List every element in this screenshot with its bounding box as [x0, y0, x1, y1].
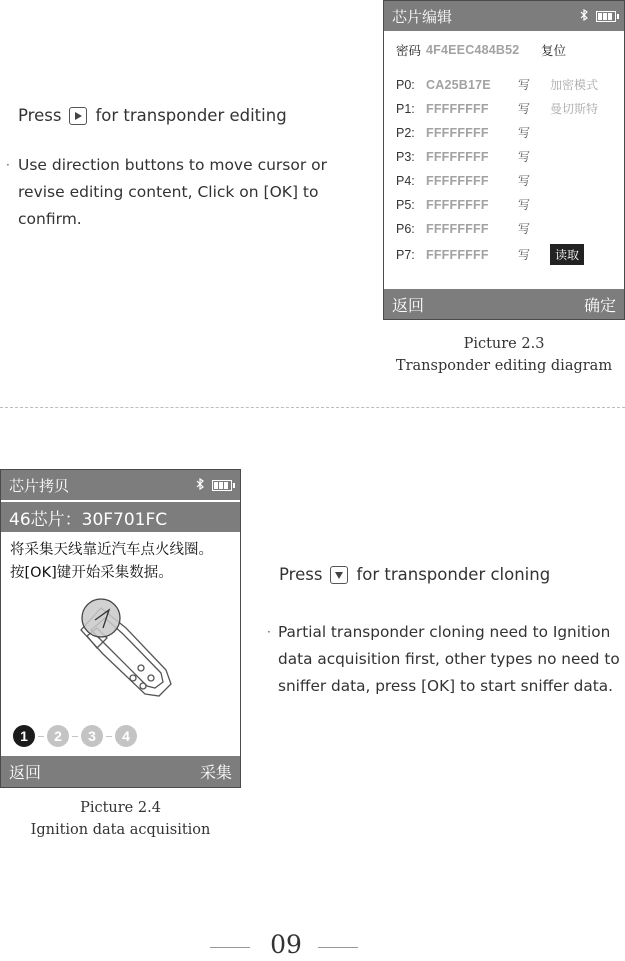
caption-title: Picture 2.4	[80, 800, 161, 816]
caption-picture-2-3	[383, 336, 625, 374]
collect-button[interactable]: 采集	[199, 763, 232, 782]
page-row	[396, 148, 550, 165]
bluetooth-icon	[580, 7, 588, 25]
instruction-line: 将采集天线靠近汽车点火线圈。	[10, 542, 213, 558]
page-row	[396, 244, 584, 265]
screen-title: 芯片拷贝	[9, 476, 70, 495]
page-number-rule-right	[318, 947, 358, 948]
press-instruction-edit	[18, 106, 287, 125]
page-value[interactable]: FFFFFFFF	[426, 149, 489, 164]
screen-title-bar	[1, 470, 240, 500]
password-value[interactable]: 4F4EEC484B52	[426, 43, 520, 57]
step-3: 3	[81, 725, 103, 747]
caption-picture-2-4	[0, 800, 241, 838]
page-label: P6:	[396, 221, 415, 236]
page-row	[396, 172, 550, 189]
back-button[interactable]: 返回	[392, 295, 425, 315]
screen-bottom-bar	[384, 289, 624, 319]
caption-title: Picture 2.3	[463, 336, 545, 352]
status-icons	[580, 7, 616, 25]
page-label: P7:	[396, 247, 415, 262]
clone-bullet-paragraph	[267, 619, 624, 700]
down-triangle-key-icon	[330, 566, 348, 584]
section-divider	[0, 407, 625, 408]
step-1: 1	[13, 725, 35, 747]
step-connector	[38, 736, 44, 737]
bullet-dot-icon: ·	[267, 625, 271, 639]
page-label: P4:	[396, 173, 415, 188]
back-button[interactable]: 返回	[9, 763, 42, 782]
page-label: P0:	[396, 77, 415, 92]
bullet-line: Use direction buttons to move cursor or	[18, 156, 328, 174]
reset-button[interactable]: 复位	[541, 43, 567, 58]
car-key-with-antenna-icon	[71, 598, 181, 708]
bullet-line: Partial transponder cloning need to Ignition	[278, 623, 611, 641]
step-2: 2	[47, 725, 69, 747]
bluetooth-icon	[196, 476, 204, 494]
encryption-mode-option[interactable]: 加密模式	[550, 78, 599, 92]
bullet-line: sniffer data, press [OK] to start sniffer data.	[278, 677, 613, 695]
screen-title: 芯片编辑	[392, 7, 453, 26]
chip-line: 46芯片：30F701FC	[9, 510, 168, 530]
step-connector	[72, 736, 78, 737]
write-button[interactable]: 写	[518, 78, 531, 92]
page-value[interactable]: CA25B17E	[426, 77, 491, 92]
edit-bullet-paragraph	[6, 152, 348, 233]
step-indicator	[13, 725, 137, 747]
screen-title-bar	[384, 1, 624, 31]
right-triangle-key-icon	[69, 107, 87, 125]
transponder-edit-screen	[383, 0, 625, 320]
page-label: P3:	[396, 149, 415, 164]
password-label: 密码	[396, 43, 422, 58]
manchester-option[interactable]: 曼切斯特	[550, 102, 599, 116]
bullet-dot-icon: ·	[6, 158, 10, 172]
page-number-rule-left	[210, 947, 250, 948]
page-row	[396, 196, 550, 213]
write-button[interactable]: 写	[518, 198, 531, 212]
caption-text: Ignition data acquisition	[30, 822, 211, 838]
confirm-button[interactable]: 确定	[583, 295, 616, 315]
page-value[interactable]: FFFFFFFF	[426, 125, 489, 140]
write-button[interactable]: 写	[518, 150, 531, 164]
page-value[interactable]: FFFFFFFF	[426, 247, 489, 262]
read-button[interactable]: 读取	[550, 244, 584, 265]
write-button[interactable]: 写	[518, 126, 531, 140]
page-row	[396, 220, 550, 237]
screen-bottom-bar	[1, 756, 240, 787]
chip-info-bar	[1, 502, 240, 532]
page-value[interactable]: FFFFFFFF	[426, 173, 489, 188]
step-connector	[106, 736, 112, 737]
step-4: 4	[115, 725, 137, 747]
press-instruction-clone	[279, 565, 550, 584]
page-number: 09	[270, 930, 302, 959]
page-label: P5:	[396, 197, 415, 212]
page-value[interactable]: FFFFFFFF	[426, 221, 489, 236]
press-suffix: for transponder editing	[95, 106, 287, 125]
page-label: P1:	[396, 101, 415, 116]
press-prefix: Press	[18, 106, 62, 125]
write-button[interactable]: 写	[518, 102, 531, 116]
write-button[interactable]: 写	[518, 222, 531, 236]
password-row	[396, 41, 566, 59]
bullet-line: confirm.	[18, 210, 82, 228]
battery-icon	[212, 480, 232, 491]
page-row	[396, 100, 598, 117]
bullet-line: data acquisition first, other types no need to	[278, 650, 620, 668]
page-label: P2:	[396, 125, 415, 140]
page-row	[396, 124, 550, 141]
instruction-line: 按[OK]键开始采集数据。	[10, 565, 173, 581]
page-value[interactable]: FFFFFFFF	[426, 197, 489, 212]
status-icons	[196, 476, 232, 494]
battery-icon	[596, 11, 616, 22]
press-prefix: Press	[279, 565, 323, 584]
transponder-clone-screen	[0, 469, 241, 788]
page-row	[396, 76, 598, 93]
instruction-text	[10, 539, 213, 585]
bullet-line: revise editing content, Click on [OK] to	[18, 183, 319, 201]
press-suffix: for transponder cloning	[356, 565, 551, 584]
write-button[interactable]: 写	[518, 174, 531, 188]
caption-text: Transponder editing diagram	[395, 358, 613, 374]
write-button[interactable]: 写	[518, 248, 531, 262]
page-value[interactable]: FFFFFFFF	[426, 101, 489, 116]
